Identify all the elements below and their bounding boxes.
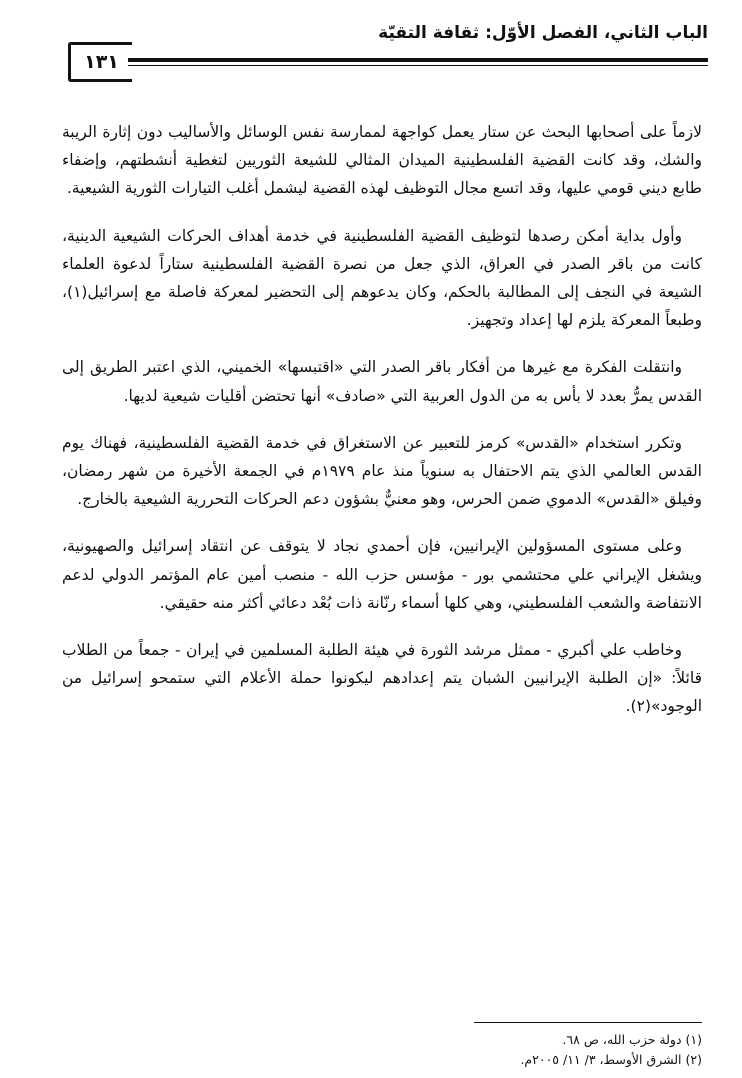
running-header: الباب الثاني، الفصل الأوّل: ثقافة التقيّة [378,23,708,43]
paragraph-5: وعلى مستوى المسؤولين الإيرانيين، فإن أحمدي نجاد لا يتوقف عن انتقاد إسرائيل والصهيونية، ويشغل الإيراني علي محتشمي بور - مؤسس حزب الله - منصب أمين عام المؤتمر الدولي لدعم الانتفاضة والشعب الفلسطيني، وهي كلها أسماء رنّانة ذات بُعْد دعائي أكثر منه حقيقي. [62,537,702,612]
header-rule-thin [128,65,708,66]
paragraph-3: وانتقلت الفكرة مع غيرها من أفكار باقر الصدر التي «اقتبسها» الخميني، الذي اعتبر الطريق إلى القدس يمرُّ بعدد لا بأس به من الدول العربية التي «صادف» أنها تحتضن أقليات شيعية لديها. [62,358,702,405]
page-number: ١٣١ [68,42,132,82]
paragraph-2: وأول بداية أمكن رصدها لتوظيف القضية الفلسطينية في خدمة أهداف الحركات الشيعية الدينية، كانت من باقر الصدر في العراق، الذي جعل من نصرة القضية الفلسطينية ستاراً لدعوة العلماء الشيعة في النجف إلى المطالبة بالحكم، وكان يدعوهم إلى التحضير لمعركة فاصلة مع إسرائيل(١)، وطبعاً المعركة يلزم لها إعداد وتجهيز. [62,226,702,330]
paragraph-4: وتكرر استخدام «القدس» كرمز للتعبير عن الاستغراق في خدمة القضية الفلسطينية، فهناك يوم القدس العالمي الذي يتم الاحتفال به سنوياً منذ عام ١٩٧٩م في الجمعة الأخيرة من شهر رمضان، وفيلق «القدس» الدموي ضمن الحرس، وهو معنيٌّ بشؤون دعم الحركات التحررية الشيعية بالخارج. [62,433,702,509]
paragraph-1: لازماً على أصحابها البحث عن ستار يعمل كواجهة لممارسة نفس الوسائل والأساليب دون إثارة الريبة والشك، وقد كانت القضية الفلسطينية الميدان المثالي للشيعة الثوريين لتغطية أنشطتهم، وإضفاء طابع ديني قومي عليها، وقد اتسع مجال التوظيف لهذه القضية ليشمل أغلب التيارات الثورية الشيعية. [62,123,702,198]
footnote-1: (١) دولة حزب الله، ص ٦٨. [562,1032,702,1047]
footnotes [300,1030,702,1070]
footnote-separator [474,1022,702,1023]
body-text [62,118,702,740]
paragraph-6: وخاطب علي أكبري - ممثل مرشد الثورة في هيئة الطلبة المسلمين في إيران - جمعاً من الطلاب قائلاً: «إن الطلبة الإيرانيين الشبان يتم إعدادهم ليكونوا حملة الأعلام التي ستمحو إسرائيل من الوجود»(٢). [62,641,702,716]
header-rule [128,58,708,62]
footnote-2: (٢) الشرق الأوسط، ٣/ ١١/ ٢٠٠٥م. [520,1052,702,1067]
